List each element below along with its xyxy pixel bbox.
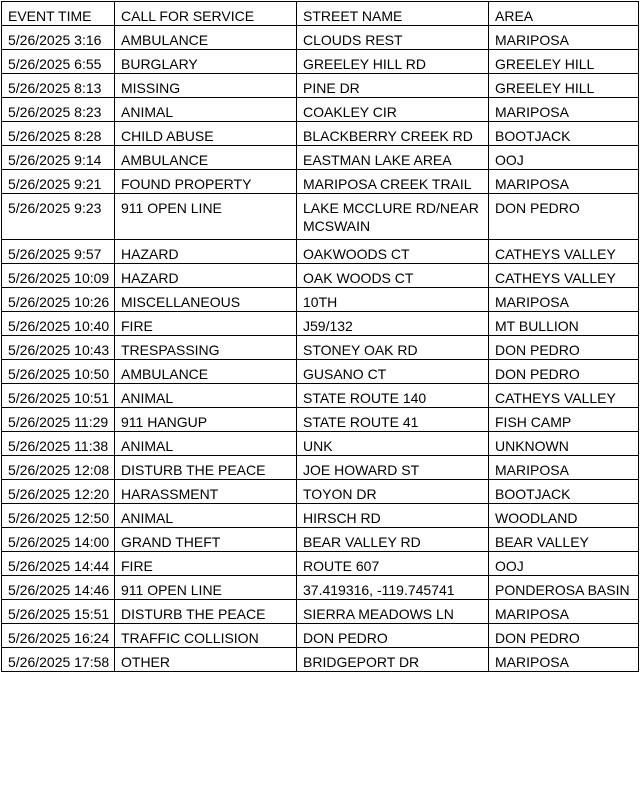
area-cell: MT BULLION — [489, 312, 639, 336]
call-type-cell: ANIMAL — [115, 98, 297, 122]
call-type-cell: FOUND PROPERTY — [115, 170, 297, 194]
area-cell: CATHEYS VALLEY — [489, 264, 639, 288]
header-row — [2, 2, 639, 26]
street-name-cell: CLOUDS REST — [297, 26, 489, 50]
street-name-cell: MARIPOSA CREEK TRAIL — [297, 170, 489, 194]
table-row — [2, 50, 639, 74]
street-name-cell: ROUTE 607 — [297, 552, 489, 576]
call-type-cell: HAZARD — [115, 264, 297, 288]
street-name-cell: 10TH — [297, 288, 489, 312]
street-name-cell: GREELEY HILL RD — [297, 50, 489, 74]
area-cell: GREELEY HILL — [489, 74, 639, 98]
table-row — [2, 336, 639, 360]
area-cell: OOJ — [489, 146, 639, 170]
event-time-cell: 5/26/2025 9:14 — [2, 146, 115, 170]
table-row — [2, 122, 639, 146]
table-row — [2, 648, 639, 672]
event-time-cell: 5/26/2025 8:28 — [2, 122, 115, 146]
table-row — [2, 576, 639, 600]
area-cell: FISH CAMP — [489, 408, 639, 432]
call-type-cell: AMBULANCE — [115, 360, 297, 384]
table-row — [2, 98, 639, 122]
table-row — [2, 504, 639, 528]
event-time-cell: 5/26/2025 12:20 — [2, 480, 115, 504]
event-time-cell: 5/26/2025 3:16 — [2, 26, 115, 50]
street-name-cell: TOYON DR — [297, 480, 489, 504]
event-time-cell: 5/26/2025 9:23 — [2, 194, 115, 240]
area-cell: BOOTJACK — [489, 480, 639, 504]
event-time-cell: 5/26/2025 17:58 — [2, 648, 115, 672]
table-row — [2, 288, 639, 312]
event-time-cell: 5/26/2025 10:40 — [2, 312, 115, 336]
event-time-cell: 5/26/2025 10:51 — [2, 384, 115, 408]
call-type-cell: GRAND THEFT — [115, 528, 297, 552]
street-name-cell: EASTMAN LAKE AREA — [297, 146, 489, 170]
call-type-cell: OTHER — [115, 648, 297, 672]
area-cell: MARIPOSA — [489, 26, 639, 50]
call-type-cell: DISTURB THE PEACE — [115, 600, 297, 624]
event-time-cell: 5/26/2025 11:38 — [2, 432, 115, 456]
table-body — [2, 26, 639, 672]
event-time-cell: 5/26/2025 11:29 — [2, 408, 115, 432]
area-cell: BOOTJACK — [489, 122, 639, 146]
area-cell: MARIPOSA — [489, 456, 639, 480]
event-time-cell: 5/26/2025 16:24 — [2, 624, 115, 648]
call-type-cell: TRAFFIC COLLISION — [115, 624, 297, 648]
table-row — [2, 552, 639, 576]
area-cell: DON PEDRO — [489, 194, 639, 240]
street-name-cell: UNK — [297, 432, 489, 456]
event-time-cell: 5/26/2025 10:50 — [2, 360, 115, 384]
event-time-cell: 5/26/2025 9:21 — [2, 170, 115, 194]
street-name-cell: STATE ROUTE 41 — [297, 408, 489, 432]
call-type-cell: DISTURB THE PEACE — [115, 456, 297, 480]
table-row — [2, 264, 639, 288]
event-time-cell: 5/26/2025 14:00 — [2, 528, 115, 552]
table-row — [2, 194, 639, 240]
table-row — [2, 26, 639, 50]
street-name-cell: LAKE MCCLURE RD/NEAR MCSWAIN — [297, 194, 489, 240]
area-cell: OOJ — [489, 552, 639, 576]
street-name-cell: BEAR VALLEY RD — [297, 528, 489, 552]
table-row — [2, 384, 639, 408]
call-type-cell: ANIMAL — [115, 504, 297, 528]
call-type-cell: 911 HANGUP — [115, 408, 297, 432]
event-time-cell: 5/26/2025 8:13 — [2, 74, 115, 98]
street-name-cell: JOE HOWARD ST — [297, 456, 489, 480]
call-type-cell: HARASSMENT — [115, 480, 297, 504]
street-name-cell: DON PEDRO — [297, 624, 489, 648]
table-row — [2, 480, 639, 504]
call-type-cell: HAZARD — [115, 240, 297, 264]
area-cell: MARIPOSA — [489, 98, 639, 122]
call-type-cell: AMBULANCE — [115, 26, 297, 50]
table-row — [2, 170, 639, 194]
area-cell: MARIPOSA — [489, 288, 639, 312]
street-name-cell: SIERRA MEADOWS LN — [297, 600, 489, 624]
event-time-cell: 5/26/2025 14:46 — [2, 576, 115, 600]
area-cell: MARIPOSA — [489, 600, 639, 624]
table-row — [2, 456, 639, 480]
call-type-cell: AMBULANCE — [115, 146, 297, 170]
street-name-cell: OAK WOODS CT — [297, 264, 489, 288]
area-cell: MARIPOSA — [489, 170, 639, 194]
area-cell: CATHEYS VALLEY — [489, 384, 639, 408]
call-type-cell: MISSING — [115, 74, 297, 98]
street-name-cell: STONEY OAK RD — [297, 336, 489, 360]
call-type-cell: BURGLARY — [115, 50, 297, 74]
event-time-cell: 5/26/2025 6:55 — [2, 50, 115, 74]
call-type-cell: FIRE — [115, 312, 297, 336]
table-row — [2, 312, 639, 336]
call-type-cell: TRESPASSING — [115, 336, 297, 360]
area-cell: PONDEROSA BASIN — [489, 576, 639, 600]
area-cell: WOODLAND — [489, 504, 639, 528]
street-name-cell: STATE ROUTE 140 — [297, 384, 489, 408]
call-type-cell: CHILD ABUSE — [115, 122, 297, 146]
area-cell: DON PEDRO — [489, 624, 639, 648]
call-type-cell: FIRE — [115, 552, 297, 576]
street-name-cell: HIRSCH RD — [297, 504, 489, 528]
call-log-table — [1, 1, 639, 672]
call-type-cell: 911 OPEN LINE — [115, 576, 297, 600]
area-cell: CATHEYS VALLEY — [489, 240, 639, 264]
table-row — [2, 408, 639, 432]
table-row — [2, 74, 639, 98]
area-cell: DON PEDRO — [489, 360, 639, 384]
table-row — [2, 146, 639, 170]
street-name-cell: 37.419316, -119.745741 — [297, 576, 489, 600]
area-cell: BEAR VALLEY — [489, 528, 639, 552]
area-cell: DON PEDRO — [489, 336, 639, 360]
header-area: AREA — [489, 2, 639, 26]
table-row — [2, 624, 639, 648]
header-event-time: EVENT TIME — [2, 2, 115, 26]
call-type-cell: ANIMAL — [115, 432, 297, 456]
street-name-cell: COAKLEY CIR — [297, 98, 489, 122]
event-time-cell: 5/26/2025 9:57 — [2, 240, 115, 264]
event-time-cell: 5/26/2025 8:23 — [2, 98, 115, 122]
area-cell: MARIPOSA — [489, 648, 639, 672]
event-time-cell: 5/26/2025 12:50 — [2, 504, 115, 528]
table-row — [2, 240, 639, 264]
street-name-cell: OAKWOODS CT — [297, 240, 489, 264]
event-time-cell: 5/26/2025 10:43 — [2, 336, 115, 360]
header-call-for-service: CALL FOR SERVICE — [115, 2, 297, 26]
street-name-cell: J59/132 — [297, 312, 489, 336]
street-name-cell: PINE DR — [297, 74, 489, 98]
street-name-cell: GUSANO CT — [297, 360, 489, 384]
area-cell: GREELEY HILL — [489, 50, 639, 74]
event-time-cell: 5/26/2025 14:44 — [2, 552, 115, 576]
call-type-cell: MISCELLANEOUS — [115, 288, 297, 312]
table-row — [2, 360, 639, 384]
event-time-cell: 5/26/2025 10:09 — [2, 264, 115, 288]
event-time-cell: 5/26/2025 15:51 — [2, 600, 115, 624]
table-row — [2, 528, 639, 552]
area-cell: UNKNOWN — [489, 432, 639, 456]
call-type-cell: ANIMAL — [115, 384, 297, 408]
event-time-cell: 5/26/2025 10:26 — [2, 288, 115, 312]
street-name-cell: BRIDGEPORT DR — [297, 648, 489, 672]
street-name-cell: BLACKBERRY CREEK RD — [297, 122, 489, 146]
call-type-cell: 911 OPEN LINE — [115, 194, 297, 240]
table-row — [2, 432, 639, 456]
event-time-cell: 5/26/2025 12:08 — [2, 456, 115, 480]
table-row — [2, 600, 639, 624]
header-street-name: STREET NAME — [297, 2, 489, 26]
